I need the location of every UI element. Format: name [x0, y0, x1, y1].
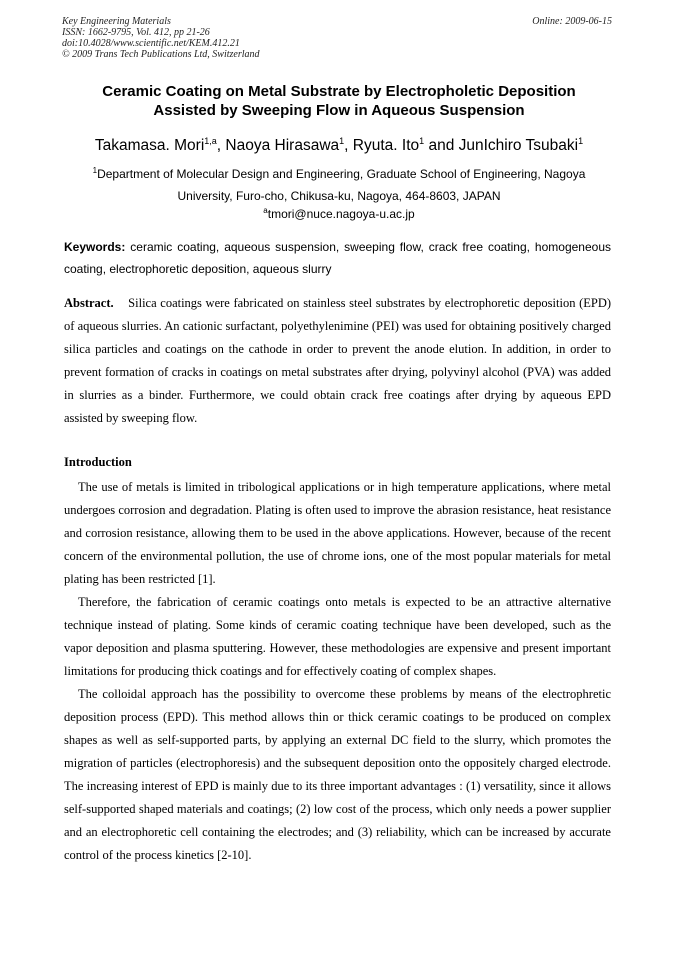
keywords-label: Keywords:	[64, 240, 126, 254]
affiliation	[40, 160, 638, 207]
affiliation-line-1: Department of Molecular Design and Engineering, Graduate School of Engineering, Nagoya	[97, 167, 586, 181]
author-separator: and	[424, 137, 459, 155]
author-affiliation-mark: 1	[419, 136, 425, 146]
introduction-heading: Introduction	[64, 455, 132, 469]
keywords-section	[64, 236, 611, 280]
author-name: Naoya Hirasawa	[225, 137, 340, 155]
title-line-2: Assisted by Sweeping Flow in Aqueous Suspension	[153, 102, 525, 119]
online-date: Online: 2009-06-15	[532, 16, 612, 27]
author-name: Takamasa. Mori	[94, 137, 205, 155]
abstract-label: Abstract.	[64, 296, 114, 310]
paragraph: Therefore, the fabrication of ceramic coatings onto metals is expected to be an attractive alternative technique instead of plating. Some kinds of ceramic coating technique have been developed, such as the vapor deposition and plasma sputtering. However, these methodologies are expensive and present important limitations for producing thick coatings and for effectively coating of complex shapes.	[64, 595, 611, 678]
author-list	[40, 136, 638, 155]
author-affiliation-mark: 1	[578, 136, 584, 146]
journal-header	[62, 16, 260, 60]
paper-title	[40, 82, 638, 120]
paragraph: The colloidal approach has the possibility to overcome these problems by means of the electrophretic deposition process (EPD). This method allows thin or thick ceramic coatings to be produced on complex shapes as well as self-supported parts, by applying an external DC field to the slurry, which promotes the migration of particles (electrophoresis) and the subsequent deposition onto the oppositely charged electrode. The increasing interest of EPD is mainly due to its three important advantages : (1) versatility, since it allows self-supported shaped materials and coatings; (2) low cost of the process, which only needs a power supplier and an electrophoretic cell containing the electrodes; and (3) reliability, which can be increased by accurate control of the process kinetics [2-10].	[64, 687, 611, 862]
affiliation-mark: 1	[92, 166, 98, 175]
email-mark: a	[263, 206, 268, 215]
issn-line: ISSN: 1662-9795, Vol. 412, pp 21-26	[62, 27, 210, 38]
author-separator: ,	[216, 137, 226, 155]
copyright-line: © 2009 Trans Tech Publications Ltd, Switzerland	[62, 49, 260, 60]
corresponding-email	[40, 206, 638, 221]
abstract-section	[64, 292, 611, 430]
journal-name: Key Engineering Materials	[62, 16, 171, 27]
keywords-text: ceramic coating, aqueous suspension, sweeping flow, crack free coating, homogeneous coating, electrophoretic deposition, aqueous slurry	[64, 240, 611, 276]
author-affiliation-mark: 1,a	[204, 136, 217, 146]
title-line-1: Ceramic Coating on Metal Substrate by Electropholetic Deposition	[102, 83, 576, 100]
author-name: JunIchiro Tsubaki	[458, 137, 579, 155]
abstract-text: Silica coatings were fabricated on stainless steel substrates by electrophoretic deposition (EPD) of aqueous slurries. An cationic surfactant, polyethylenimine (PEI) was used for obtaining positively charged silica particles and coatings on the cathode in order to prevent the anode elution. In addition, in order to prevent formation of cracks in coatings on metal substrates after drying, polyvinyl alcohol (PVA) was added in slurries as a binder. Furthermore, we could obtain crack free coatings after drying by aqueous EPD assisted by sweeping flow.	[64, 296, 612, 425]
introduction-body	[64, 476, 611, 867]
doi-line: doi:10.4028/www.scientific.net/KEM.412.21	[62, 38, 240, 49]
paragraph: The use of metals is limited in tribological applications or in high temperature applications, where metal undergoes corrosion and degradation. Plating is often used to improve the abrasion resistance, heat resistance and corrosion resistance, allowing them to be used in the above applications. However, because of the recent concern of the environmental pollution, the use of chrome ions, one of the most popular materials for metal plating has been restricted [1].	[64, 480, 611, 586]
affiliation-line-2: University, Furo-cho, Chikusa-ku, Nagoya, 464-8603, JAPAN	[177, 189, 501, 203]
author-name: Ryuta. Ito	[352, 137, 420, 155]
author-affiliation-mark: 1	[339, 136, 345, 146]
author-separator: ,	[344, 137, 353, 155]
email-address: tmori@nuce.nagoya-u.ac.jp	[267, 207, 415, 221]
